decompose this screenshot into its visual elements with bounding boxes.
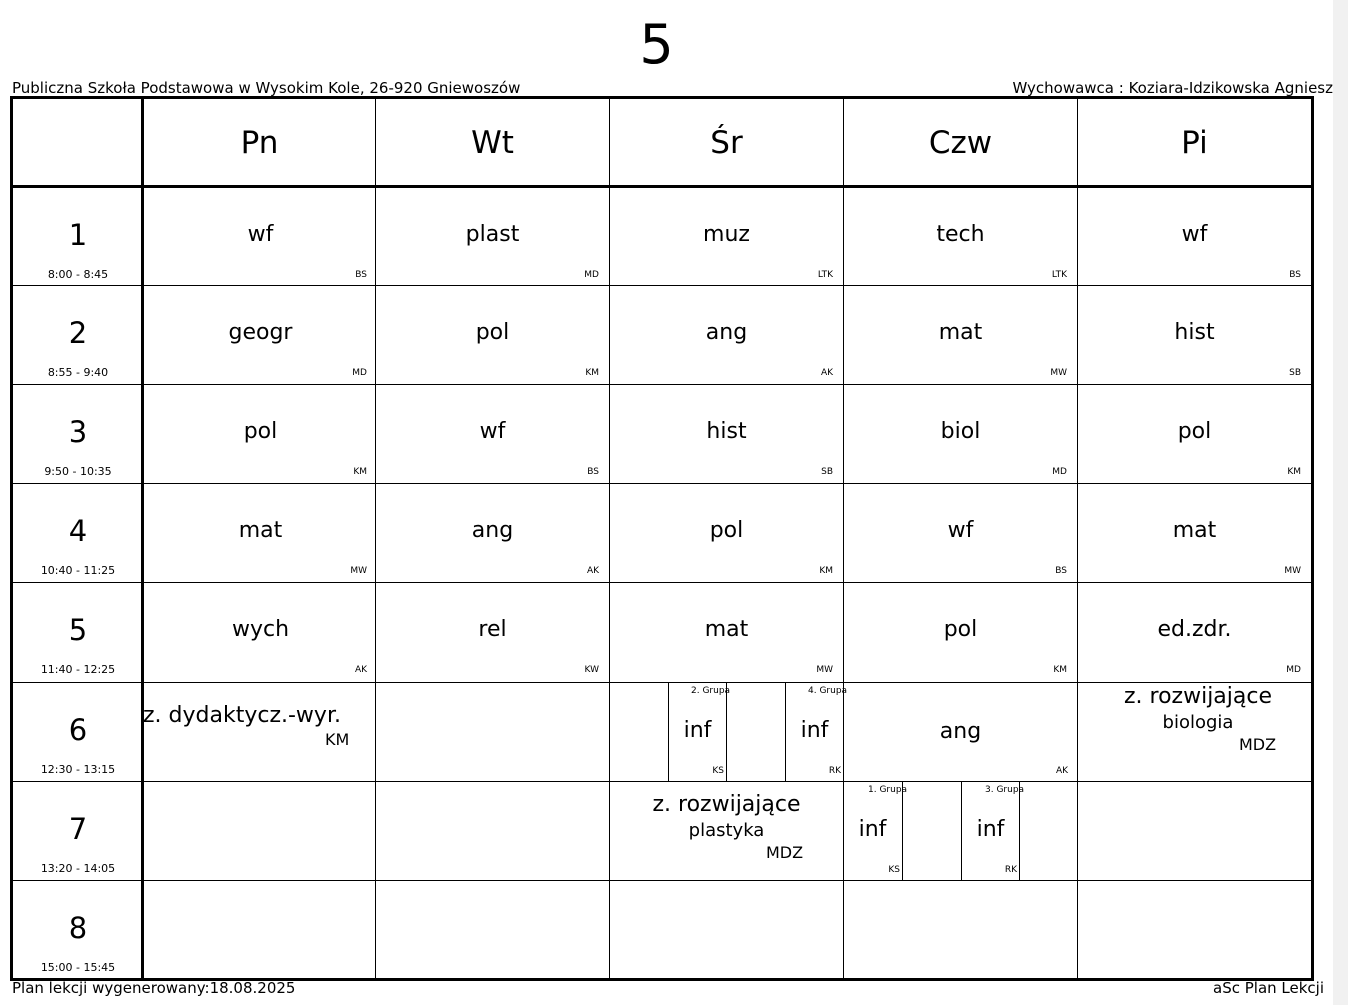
lesson-detail: biologia <box>1162 712 1234 733</box>
lesson-teacher: SB <box>1289 368 1301 378</box>
lesson-teacher: MW <box>1284 566 1301 576</box>
period-time: 8:55 - 9:40 <box>47 366 109 379</box>
lesson-subject: muz <box>703 222 750 247</box>
group-divider <box>902 781 903 880</box>
group-divider <box>726 682 727 781</box>
lesson-teacher: MDZ <box>1239 735 1277 754</box>
lesson-teacher: MD <box>1286 665 1301 675</box>
lesson-teacher: AK <box>1055 766 1068 776</box>
footer-app: aSc Plan Lekcji <box>1213 979 1324 997</box>
lesson-subject: rel <box>478 617 507 642</box>
period-number: 6 <box>68 713 88 747</box>
group-label: 2. Grupa <box>691 686 731 696</box>
lesson-detail: plastyka <box>688 820 765 841</box>
lesson-teacher: KM <box>1053 665 1067 675</box>
lesson-subject: mat <box>1172 518 1217 543</box>
lesson-subject: wf <box>479 419 506 444</box>
lesson-teacher: BS <box>1289 270 1301 280</box>
lesson-teacher: LTK <box>817 270 833 280</box>
lesson-subject: z. rozwijające <box>1123 684 1273 709</box>
lesson-subject: geogr <box>228 320 293 345</box>
row-divider <box>13 285 1311 286</box>
lesson-subject: ed.zdr. <box>1157 617 1232 642</box>
lesson-teacher: MW <box>350 566 367 576</box>
lesson-teacher: KM <box>585 368 599 378</box>
group-label: 4. Grupa <box>808 686 848 696</box>
footer-generated: Plan lekcji wygenerowany:18.08.2025 <box>12 979 296 997</box>
lesson-subject: mat <box>938 320 983 345</box>
period-number: 7 <box>68 812 88 846</box>
lesson-subject: plast <box>465 222 520 247</box>
row-divider <box>13 582 1311 583</box>
page-title: 5 <box>639 13 674 76</box>
period-time: 10:40 - 11:25 <box>40 564 116 577</box>
lesson-subject: ang <box>705 320 748 345</box>
lesson-subject: ang <box>471 518 514 543</box>
lesson-subject: pol <box>475 320 510 345</box>
lesson-subject: hist <box>1174 320 1215 345</box>
lesson-teacher: KW <box>584 665 599 675</box>
row-divider <box>13 682 1311 683</box>
period-time: 12:30 - 13:15 <box>40 763 116 776</box>
period-number: 2 <box>68 316 88 350</box>
group-label: 3. Grupa <box>985 785 1025 795</box>
day-header: Pn <box>240 125 279 161</box>
period-number: 8 <box>68 911 88 945</box>
lesson-subject: wf <box>247 222 274 247</box>
lesson-teacher: AK <box>586 566 599 576</box>
lesson-teacher: MD <box>1052 467 1067 477</box>
lesson-teacher: KS <box>712 766 724 776</box>
timetable-grid <box>10 96 1314 981</box>
group-divider <box>1019 781 1020 880</box>
period-number: 3 <box>68 415 88 449</box>
lesson-teacher: AK <box>820 368 833 378</box>
day-header: Śr <box>710 125 743 161</box>
lesson-subject: mat <box>238 518 283 543</box>
lesson-teacher: KM <box>819 566 833 576</box>
lesson-teacher: RK <box>1004 865 1017 875</box>
lesson-subject: inf <box>683 718 712 743</box>
lesson-subject: z. dydaktycz.-wyr. <box>143 703 341 728</box>
lesson-subject: inf <box>800 718 829 743</box>
lesson-teacher: BS <box>1055 566 1067 576</box>
row-divider <box>13 880 1311 881</box>
day-header: Pi <box>1181 125 1208 161</box>
school-name: Publiczna Szkoła Podstawowa w Wysokim Kole, 26-920 Gniewoszów <box>12 79 521 97</box>
lesson-teacher: AK <box>354 665 367 675</box>
lesson-subject: hist <box>706 419 747 444</box>
lesson-subject: inf <box>976 817 1005 842</box>
period-number: 1 <box>68 218 88 252</box>
lesson-subject: biol <box>940 419 981 444</box>
period-time: 9:50 - 10:35 <box>44 465 112 478</box>
period-number: 4 <box>68 514 88 548</box>
lesson-subject: mat <box>704 617 749 642</box>
lesson-teacher: SB <box>821 467 833 477</box>
lesson-subject: pol <box>243 419 278 444</box>
lesson-subject: wf <box>1181 222 1208 247</box>
lesson-subject: ang <box>939 719 982 744</box>
lesson-teacher: KS <box>888 865 900 875</box>
form-teacher: Wychowawca : Koziara-Idzikowska Agniesz <box>1012 79 1333 97</box>
lesson-teacher: KM <box>325 730 350 749</box>
period-number: 5 <box>68 613 88 647</box>
lesson-teacher: RK <box>828 766 841 776</box>
row-divider <box>13 483 1311 484</box>
lesson-teacher: KM <box>353 467 367 477</box>
row-divider <box>13 781 1311 782</box>
lesson-teacher: MDZ <box>766 843 804 862</box>
lesson-subject: pol <box>709 518 744 543</box>
day-header: Wt <box>471 125 514 161</box>
lesson-subject: tech <box>936 222 985 247</box>
lesson-teacher: LTK <box>1051 270 1067 280</box>
scrollbar[interactable] <box>1333 0 1348 1005</box>
lesson-teacher: MW <box>816 665 833 675</box>
lesson-subject: z. rozwijające <box>652 792 801 817</box>
group-label: 1. Grupa <box>868 785 908 795</box>
lesson-teacher: MW <box>1050 368 1067 378</box>
day-header: Czw <box>928 125 993 161</box>
lesson-subject: pol <box>943 617 978 642</box>
lesson-subject: wych <box>231 617 290 642</box>
lesson-teacher: BS <box>355 270 367 280</box>
period-time: 15:00 - 15:45 <box>40 961 116 974</box>
period-time: 8:00 - 8:45 <box>47 268 109 281</box>
lesson-subject: inf <box>858 817 887 842</box>
lesson-teacher: MD <box>584 270 599 280</box>
lesson-teacher: BS <box>587 467 599 477</box>
lesson-teacher: KM <box>1287 467 1301 477</box>
lesson-teacher: MD <box>352 368 367 378</box>
lesson-subject: wf <box>947 518 974 543</box>
period-time: 13:20 - 14:05 <box>40 862 116 875</box>
period-time: 11:40 - 12:25 <box>40 663 116 676</box>
row-divider <box>13 384 1311 385</box>
lesson-subject: pol <box>1177 419 1212 444</box>
